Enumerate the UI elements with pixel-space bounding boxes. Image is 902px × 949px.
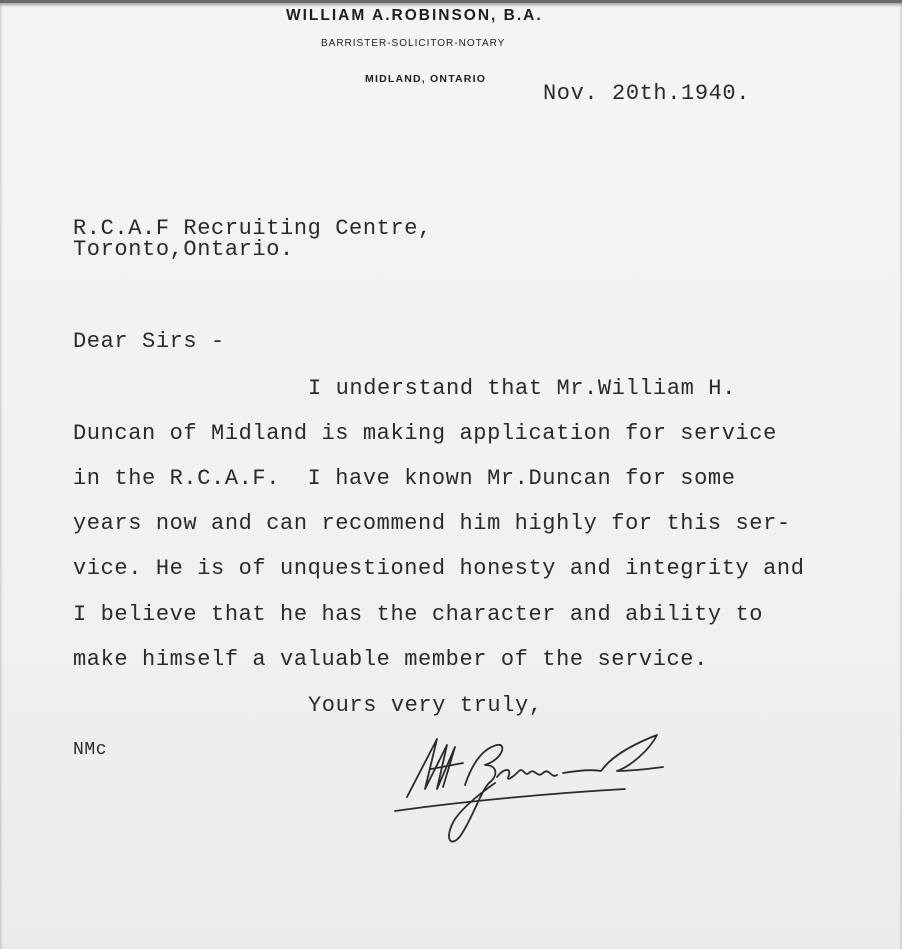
body-line: in the R.C.A.F. I have known Mr.Duncan for some [73,466,736,491]
body-line: make himself a valuable member of the service. [73,647,708,672]
handwritten-signature [385,727,685,847]
recipient-line-2: Toronto,Ontario. [73,237,294,262]
typist-initials: NMc [73,740,108,760]
body-line: vice. He is of unquestioned honesty and integrity and [73,556,805,581]
body-line: Duncan of Midland is making application for service [73,421,777,446]
body-line: I believe that he has the character and ability to [73,602,764,627]
closing: Yours very truly, [308,693,543,718]
recipient-line-1: R.C.A.F Recruiting Centre, [73,216,432,241]
letterhead-name: WILLIAM A.ROBINSON, B.A. [286,7,543,24]
letter-page [0,3,902,949]
letterhead-profession: BARRISTER-SOLICITOR-NOTARY [321,38,506,49]
body-line: I understand that Mr.William H. [308,376,736,401]
letter-date: Nov. 20th.1940. [543,81,751,106]
letterhead-location: MIDLAND, ONTARIO [365,73,487,85]
salutation: Dear Sirs - [73,329,225,354]
body-line: years now and can recommend him highly for this ser- [73,511,791,536]
